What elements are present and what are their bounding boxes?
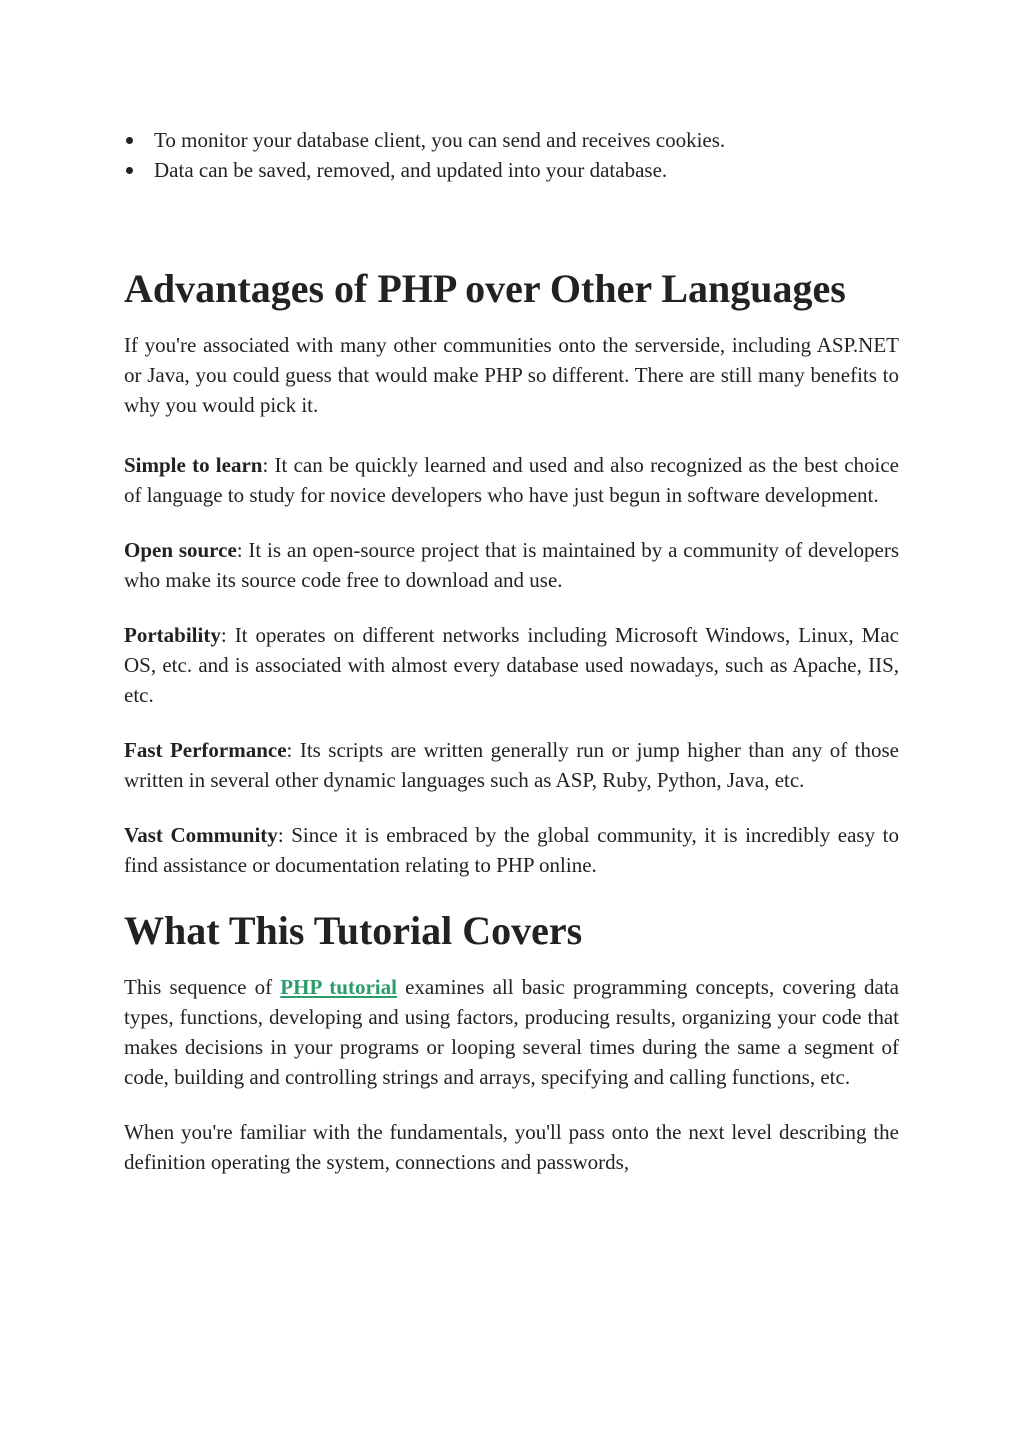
php-tutorial-link[interactable]: PHP tutorial [280, 975, 397, 999]
advantage-term: Portability [124, 623, 221, 647]
advantage-text: : Since it is embraced by the global community, it is incredibly easy to find assistance or documentation relating to PHP online. [124, 823, 899, 877]
advantage-item [124, 820, 899, 880]
advantage-text: : Its scripts are written generally run or jump higher than any of those written in several other dynamic languages such as ASP, Ruby, Python, Java, etc. [124, 738, 899, 792]
bullet-dot-icon [126, 167, 133, 174]
advantage-item [124, 620, 899, 710]
advantage-text: : It can be quickly learned and used and also recognized as the best choice of language to study for novice developers who have just begun in software development. [124, 453, 899, 507]
bullet-dot-icon [126, 137, 133, 144]
advantages-heading: Advantages of PHP over Other Languages [124, 266, 846, 311]
advantage-term: Simple to learn [124, 453, 263, 477]
advantage-term: Open source [124, 538, 237, 562]
tutorial-heading: What This Tutorial Covers [124, 908, 583, 953]
advantages-intro: If you're associated with many other communities onto the serverside, including ASP.NET or Java, you could guess that would make PHP so different. There are still many benefits to why you would pick it. [124, 333, 899, 417]
bullet-text: To monitor your database client, you can send and receives cookies. [154, 128, 726, 152]
feature-bullet-list [124, 125, 899, 185]
bullet-item [124, 125, 899, 155]
tutorial-text-after-link: examines all basic programming concepts, covering data types, functions, developing and using factors, producing results, organizing your code that makes decisions in your programs or looping several times during the same a segment of code, building and controlling strings and arrays, specifying and calling functions, etc. [124, 975, 899, 1089]
tutorial-text-before-link: This sequence of [124, 975, 281, 999]
advantage-item [124, 450, 899, 510]
advantage-term: Vast Community [124, 823, 278, 847]
fundamentals-paragraph: When you're familiar with the fundamentals, you'll pass onto the next level describing the definition operating the system, connections and passwords, [124, 1120, 899, 1174]
bullet-item [124, 155, 899, 185]
advantage-text: : It operates on different networks including Microsoft Windows, Linux, Mac OS, etc. and is associated with almost every database used nowadays, such as Apache, IIS, etc. [124, 623, 899, 707]
advantage-item [124, 535, 899, 595]
advantage-term: Fast Performance [124, 738, 287, 762]
advantage-item [124, 735, 899, 795]
bullet-text: Data can be saved, removed, and updated into your database. [154, 158, 668, 182]
tutorial-paragraph [124, 972, 899, 1092]
advantage-text: : It is an open-source project that is maintained by a community of developers who make its source code free to download and use. [124, 538, 899, 592]
document-page [124, 125, 899, 1202]
